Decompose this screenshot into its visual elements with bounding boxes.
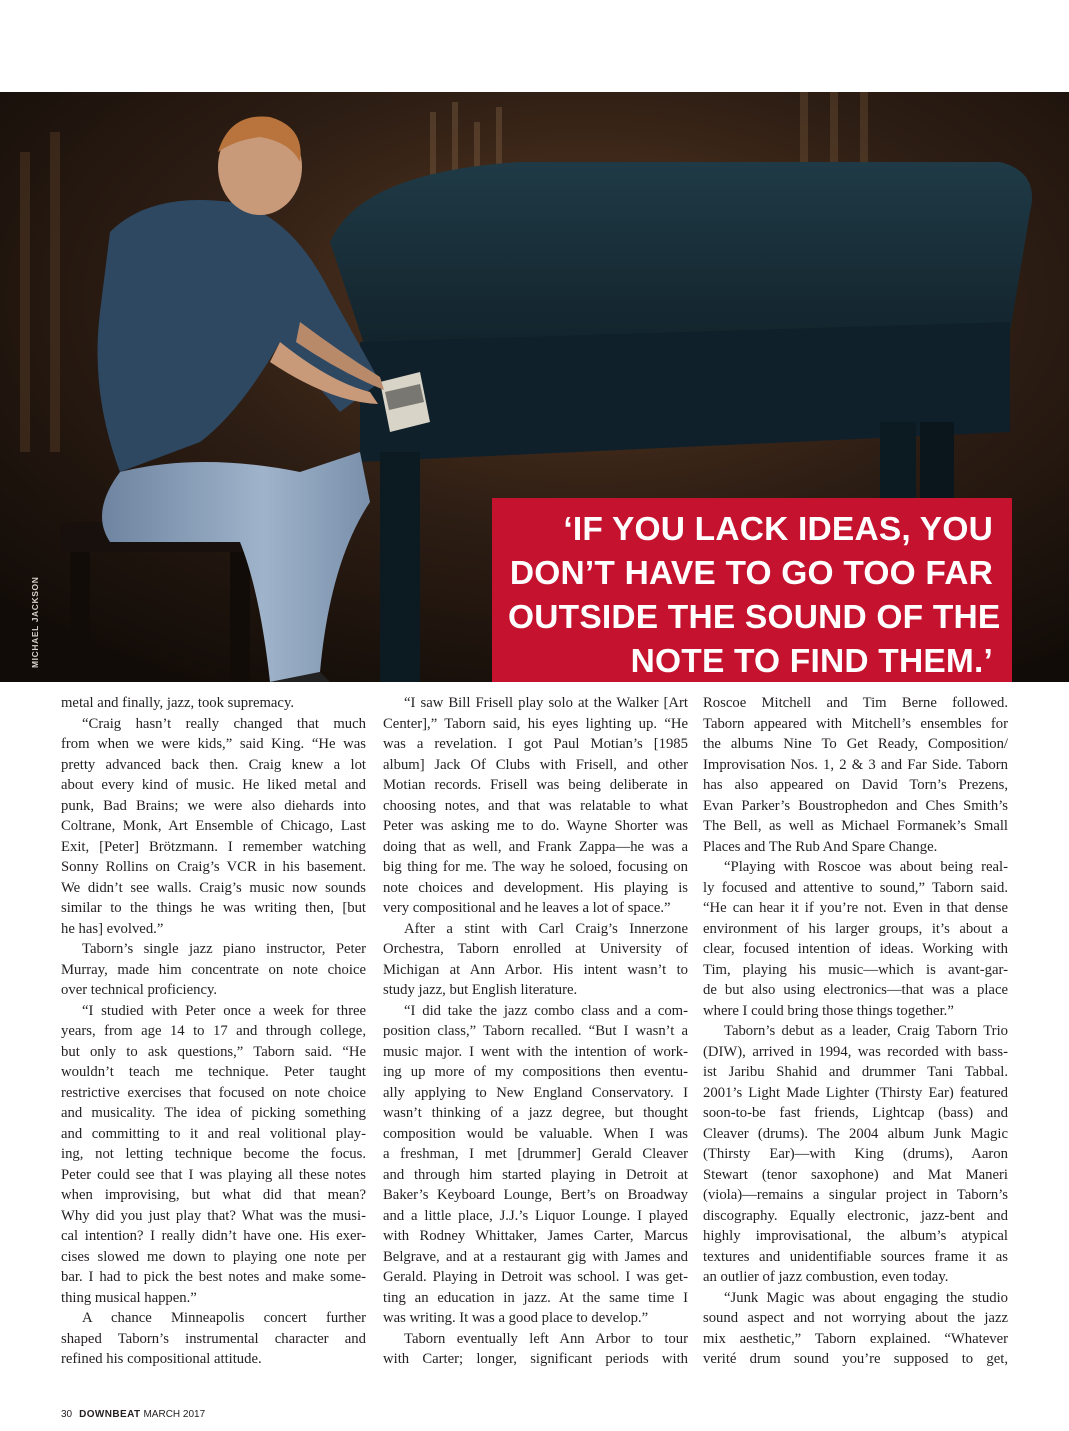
article-text-line: (viola)—remains a singular project in Taborn’s — [703, 1187, 1008, 1203]
article-text-line: “Playing with Roscoe was about being real- — [724, 859, 1008, 875]
article-text-line: and a little place, J.J.’s Liquor Lounge. I played — [383, 1207, 688, 1224]
article-text-line: with Rodney Whittaker, James Carter, Marcus — [383, 1228, 688, 1244]
article-text-line: was a revelation. I got Paul Motian’s [1985 — [383, 736, 688, 752]
article-text-line: wouldn’t teach me technique. Peter taught — [61, 1064, 366, 1080]
article-text-line: Stewart (tenor saxophone) and Mat Maneri — [703, 1166, 1008, 1183]
article-text-line: “He can hear it if you’re not. Even in that dense — [703, 900, 1008, 916]
article-text-line: “I saw Bill Frisell play solo at the Walker [Art — [404, 695, 688, 711]
article-text-line: Motian records. Frisell was being deliberate in — [383, 777, 688, 793]
article-text-line: Orchestra, Taborn enrolled at University of — [383, 941, 688, 957]
article-text-line: discography. Equally electronic, jazz-bent and — [703, 1207, 1008, 1224]
article-column-3 — [703, 693, 1008, 1370]
article-text-line: Michigan at Ann Arbor. His intent wasn’t to — [383, 961, 688, 978]
article-text-line: Center],” Taborn said, his eyes lighting up. “He — [383, 715, 688, 732]
article-text-line: where I could bring those things together.” — [703, 1002, 954, 1019]
article-text-line: Taborn appeared with Mitchell’s ensembles for — [703, 715, 1008, 732]
article-text-line: (DIW), arrived in 1994, was recorded with bass- — [703, 1043, 1008, 1060]
article-text-line: shaped Taborn’s instrumental character and — [61, 1330, 366, 1347]
article-text-line: from when we were kids,” said King. “He was — [61, 736, 366, 752]
article-text-line: Evan Parker’s Boustrophedon and Ches Smith’s — [703, 797, 1008, 814]
article-text-line: Murray, made him concentrate on note choice — [61, 961, 366, 978]
article-text-line: thing musical happen.” — [61, 1289, 197, 1306]
article-text-line: an outlier of jazz combustion, even today. — [703, 1269, 949, 1285]
article-text-line: ally applying to New England Conservatory. I — [383, 1084, 688, 1101]
article-text-line: ting an education in jazz. At the same time I — [383, 1289, 688, 1306]
article-text-line: was writing. It was a good place to develop.” — [383, 1310, 649, 1326]
article-text-line: over technical proficiency. — [61, 982, 218, 998]
article-text-line: “Junk Magic was about engaging the studio — [724, 1289, 1008, 1306]
article-text-line: doing that as well, and Frank Zappa—he was a — [383, 838, 688, 855]
article-text-line: “I did take the jazz combo class and a com- — [404, 1002, 688, 1019]
article-text-line: and through him started playing in Detroit at — [383, 1166, 688, 1183]
article-text-line: wasn’t thinking of a jazz degree, but thought — [383, 1105, 688, 1121]
article-text-line: We didn’t see walls. Craig’s music now sounds — [61, 879, 366, 896]
article-text-line: years, from age 14 to 17 and through college, — [61, 1023, 366, 1039]
article-text-line: mix aesthetic,” Taborn explained. “Whatever — [703, 1330, 1008, 1347]
article-text-line: ist Jaribu Shahid and drummer Tani Tabbal. — [703, 1064, 1008, 1080]
article-text-line: environment of his larger groups, it’s about a — [703, 920, 1008, 937]
article-text-line: Taborn eventually left Ann Arbor to tour — [404, 1330, 688, 1347]
article-text-line: very compositional and he leaves a lot of space.” — [383, 900, 671, 916]
pull-quote-line: OUTSIDE THE SOUND OF THE — [508, 599, 1001, 636]
article-text-line: Sonny Rollins on Craig’s VCR in his basement. — [61, 859, 366, 875]
page-number: 30 — [61, 1409, 73, 1420]
article-text-line: composition would be valuable. When I was — [383, 1125, 688, 1142]
article-text-line: ing up more of my compositions then eventu- — [383, 1064, 688, 1080]
article-text-line: A chance Minneapolis concert further — [82, 1310, 366, 1326]
article-text-line: study jazz, but English literature. — [383, 982, 578, 998]
page-footer — [61, 1409, 205, 1420]
article-text-line: soon-to-be fast friends, Lightcap (bass) and — [703, 1105, 1008, 1121]
article-text-line: and musicality. The idea of picking something — [61, 1105, 366, 1121]
article-text-line: music major. I went with the intention of work- — [383, 1043, 688, 1060]
article-text-line: has also appeared on David Torn’s Prezens, — [703, 777, 1008, 793]
article-text-line: Improvisation Nos. 1, 2 & 3 and Far Side. Taborn — [703, 756, 1008, 773]
pull-quote-line: DON’T HAVE TO GO TOO FAR — [509, 555, 993, 592]
article-text-line: he has] evolved.” — [61, 920, 164, 937]
article-column-1 — [61, 693, 366, 1370]
article-text-line: Baker’s Keyboard Lounge, Bert’s on Broadway — [383, 1187, 688, 1203]
article-text-line: album] Jack Of Clubs with Frisell, and other — [383, 756, 688, 773]
article-text-line: about every kind of music. He liked metal and — [61, 777, 366, 793]
article-text-line: Coltrane, Monk, Art Ensemble of Chicago, Last — [61, 818, 366, 834]
article-text-line: note choices and development. His playing is — [383, 879, 688, 896]
article-text-line: Belgrave, and at a restaurant gig with James and — [383, 1248, 688, 1265]
pull-quote — [492, 498, 1012, 682]
article-text-line: Exit, [Peter] Brötzmann. I remember watching — [61, 838, 366, 855]
article-text-line: but only to ask questions,” Taborn said. “He — [61, 1043, 366, 1060]
article-text-line: Why did you just play that? What was the musi- — [61, 1207, 366, 1224]
pull-quote-line: NOTE TO FIND THEM.’ — [630, 643, 993, 680]
article-text-line: “Craig hasn’t really changed that much — [82, 715, 366, 732]
article-text-line: with Carter; longer, significant periods with — [383, 1351, 688, 1367]
article-text-line: cises slowed me down to playing one note per — [61, 1248, 366, 1265]
article-text-line: a freshman, I met [drummer] Gerald Cleaver — [383, 1146, 688, 1162]
article-text-line: Taborn’s single jazz piano instructor, Peter — [82, 941, 366, 957]
article-text-line: big thing for me. The way he soloed, focusing on — [383, 859, 688, 875]
article-text-line: Roscoe Mitchell and Tim Berne followed. — [703, 695, 1008, 711]
article-text-line: Cleaver (drums). The 2004 album Junk Magic — [703, 1125, 1008, 1142]
article-text-line: (Thirsty Ear)—with King (drums), Aaron — [703, 1146, 1008, 1162]
article-column-2 — [383, 693, 688, 1370]
article-text-line: Peter could see that I was playing all these notes — [61, 1166, 366, 1183]
article-text-line: ly focused and attentive to sound,” Taborn said. — [703, 879, 1008, 896]
article-text-line: clear, focused intention of ideas. Working with — [703, 941, 1008, 957]
article-text-line: refined his compositional attitude. — [61, 1351, 262, 1367]
article-text-line: sound aspect and not worrying about the jazz — [703, 1310, 1008, 1326]
article-text-line: Peter was asking me to do. Wayne Shorter was — [383, 818, 688, 834]
article-text-line: punk, Bad Brains; we were also diehards into — [61, 797, 366, 814]
article-text-line: choosing notes, and that was relatable to what — [383, 797, 688, 814]
article-text-line: de but also using electronics—that was a place — [703, 982, 1008, 998]
magazine-name: DOWNBEAT — [79, 1409, 141, 1420]
pull-quote-line: ‘IF YOU LACK IDEAS, YOU — [563, 511, 993, 548]
article-text-line: Taborn’s debut as a leader, Craig Taborn Trio — [724, 1023, 1008, 1039]
article-text-line: restrictive exercises that focused on note choice — [61, 1084, 366, 1101]
issue-date: MARCH 2017 — [143, 1409, 206, 1420]
article-text-line: similar to the things he was writing then, [but — [61, 900, 366, 916]
article-text-line: “I studied with Peter once a week for three — [82, 1002, 366, 1019]
article-text-line: and committing to it and real volitional play- — [61, 1125, 366, 1142]
article-text-line: The Bell, as well as Michael Formanek’s Small — [703, 818, 1008, 834]
article-text-line: metal and finally, jazz, took supremacy. — [61, 695, 295, 711]
article-text-line: ing, not letting technique become the focus. — [61, 1146, 366, 1162]
article-text-line: Places and The Rub And Spare Change. — [703, 838, 938, 855]
article-text-line: cal intention? I really didn’t have one. His exer- — [61, 1228, 366, 1244]
article-text-line: 2001’s Light Made Lighter (Thirsty Ear) featured — [703, 1084, 1008, 1101]
photo-credit: MICHAEL JACKSON — [30, 576, 40, 668]
article-text-line: bar. I had to pick the best notes and make some- — [61, 1269, 366, 1285]
article-text-line: Gerald. Playing in Detroit was school. I was get- — [383, 1269, 688, 1285]
article-text-line: Tim, playing his music—which is avant-gar- — [703, 961, 1008, 978]
article-text-line: pretty advanced back then. Craig knew a lot — [61, 756, 366, 773]
article-text-line: the albums Nine To Get Ready, Composition/ — [703, 736, 1008, 752]
article-text-line: highly improvisational, the album’s atypical — [703, 1228, 1008, 1244]
article-text-line: textures and unidentifiable sources frame it as — [703, 1248, 1008, 1265]
article-text-line: verité drum sound you’re supposed to get, — [703, 1351, 1008, 1367]
article-text-line: when improvising, but what did that mean? — [61, 1187, 366, 1203]
article-text-line: After a stint with Carl Craig’s Innerzone — [404, 920, 688, 937]
article-text-line: position class,” Taborn recalled. “But I wasn’t a — [383, 1023, 688, 1039]
